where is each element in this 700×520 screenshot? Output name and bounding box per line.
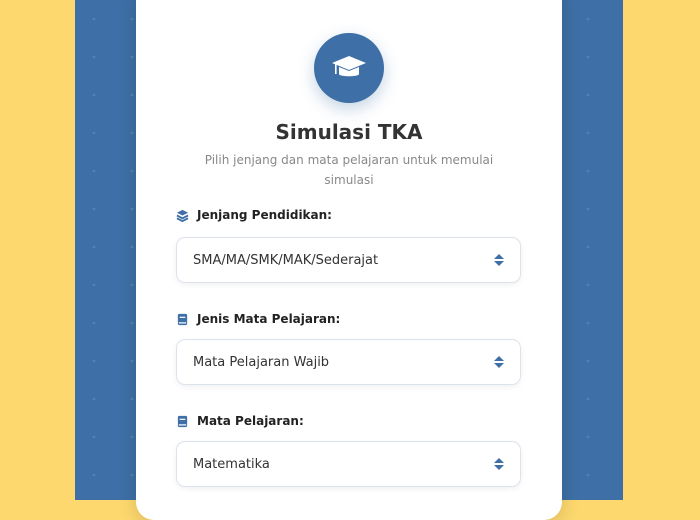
sort-arrows-icon xyxy=(494,458,504,470)
mapel-label xyxy=(176,414,304,428)
graduation-cap-icon xyxy=(314,33,384,103)
page-subtitle: Pilih jenjang dan mata pelajaran untuk memulai simulasi xyxy=(204,153,494,187)
layers-icon xyxy=(176,209,189,222)
label-text: Jenjang Pendidikan: xyxy=(197,208,332,222)
jenis-mapel-label xyxy=(176,312,340,326)
sort-arrows-icon xyxy=(494,356,504,368)
sort-arrows-icon xyxy=(494,254,504,266)
select-value: Matematika xyxy=(193,456,270,472)
book-icon xyxy=(176,415,189,428)
select-value: Mata Pelajaran Wajib xyxy=(193,354,330,370)
jenis-mapel-select[interactable] xyxy=(176,339,521,385)
jenjang-label xyxy=(176,208,332,222)
select-value: SMA/MA/SMK/MAK/Sederajat xyxy=(193,252,379,268)
label-text: Mata Pelajaran: xyxy=(197,414,304,428)
book-icon xyxy=(176,313,189,326)
jenjang-select[interactable] xyxy=(176,237,521,283)
page-title: Simulasi TKA xyxy=(275,120,423,144)
mapel-select[interactable] xyxy=(176,441,521,487)
simulation-card xyxy=(136,0,562,520)
label-text: Jenis Mata Pelajaran: xyxy=(197,312,341,326)
